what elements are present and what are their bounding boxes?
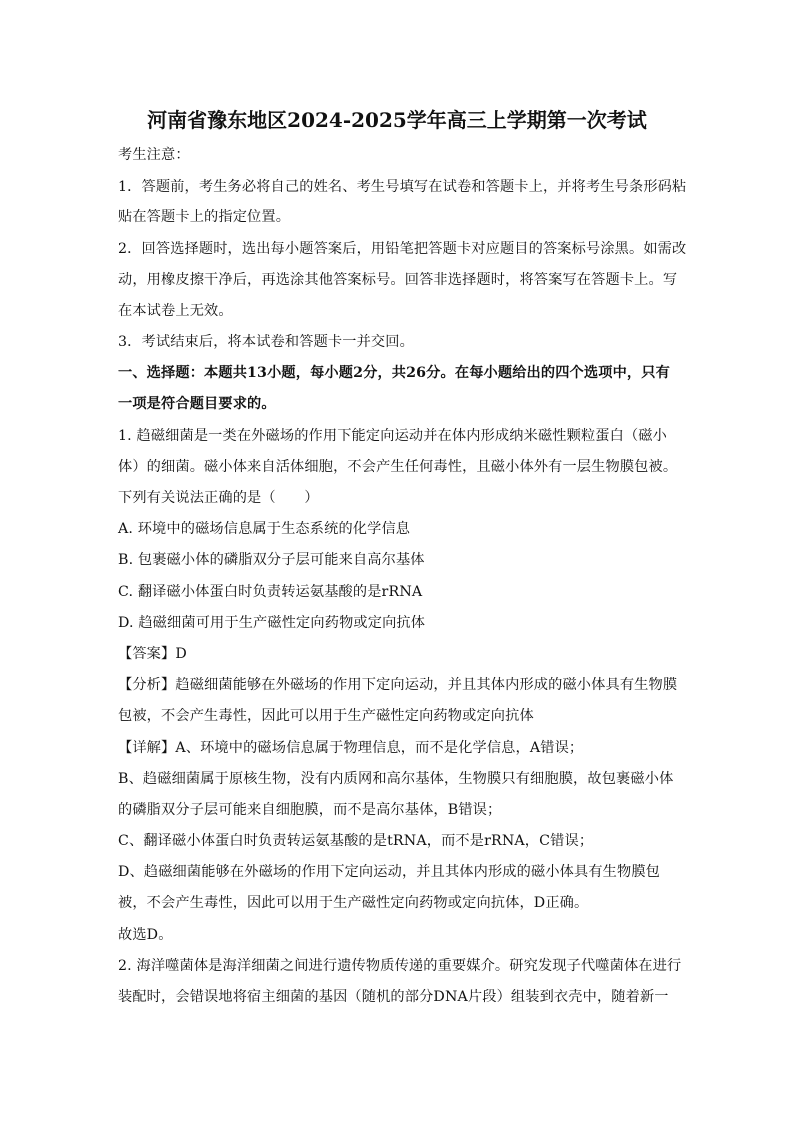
option-c: C. 翻译磁小体蛋白时负责转运氨基酸的是rRNA: [118, 584, 423, 600]
section-heading: 一、选择题：本题共13小题，每小题2分，共26分。在每小题给出的四个选项中，只有: [118, 365, 670, 381]
notice-line: 1．答题前，考生务必将自己的姓名、考生号填写在试卷和答题卡上，并将考生号条形码粘: [118, 179, 687, 195]
detail-line: B、趋磁细菌属于原核生物，没有内质网和高尔基体，生物膜只有细胞膜，故包裹磁小体: [118, 771, 674, 787]
question-stem: 体）的细菌。磁小体来自活体细胞，不会产生任何毒性，且磁小体外有一层生物膜包被。: [118, 459, 678, 475]
notice-heading: 考生注意：: [118, 147, 190, 163]
conclusion-line: 故选D。: [118, 927, 173, 943]
analysis-line: 包被，不会产生毒性，因此可以用于生产磁性定向药物或定向抗体: [118, 708, 534, 724]
question-stem: 下列有关说法正确的是（ ）: [118, 490, 319, 506]
detail-line: C、翻译磁小体蛋白时负责转运氨基酸的是tRNA，而不是rRNA，C错误；: [118, 833, 594, 849]
detail-line: 的磷脂双分子层可能来自细胞膜，而不是高尔基体，B错误；: [118, 802, 502, 818]
option-a: A. 环境中的磁场信息属于生态系统的化学信息: [118, 521, 411, 537]
notice-line: 在本试卷上无效。: [118, 303, 233, 319]
detail-line: 被，不会产生毒性，因此可以用于生产磁性定向药物或定向抗体，D正确。: [118, 895, 589, 911]
exam-title: 河南省豫东地区2024-2025学年高三上学期第一次考试: [147, 108, 647, 132]
question-stem: 2. 海洋噬菌体是海洋细菌之间进行遗传物质传递的重要媒介。研究发现子代噬菌体在进行: [118, 958, 682, 974]
answer-line: 【答案】D: [118, 646, 187, 662]
analysis-line: 【分析】趋磁细菌能够在外磁场的作用下定向运动，并且其体内形成的磁小体具有生物膜: [118, 677, 678, 693]
notice-line: 动，用橡皮擦干净后，再选涂其他答案标号。回答非选择题时，将答案写在答题卡上。写: [118, 272, 678, 288]
section-heading: 一项是符合题目要求的。: [118, 396, 276, 412]
notice-line: 贴在答题卡上的指定位置。: [118, 209, 291, 225]
question-stem: 1. 趋磁细菌是一类在外磁场的作用下能定向运动并在体内形成纳米磁性颗粒蛋白（磁小: [118, 428, 667, 444]
option-d: D. 趋磁细菌可用于生产磁性定向药物或定向抗体: [118, 615, 426, 631]
notice-line: 2．回答选择题时，选出每小题答案后，用铅笔把答题卡对应题目的答案标号涂黑。如需改: [118, 241, 687, 257]
question-stem: 装配时，会错误地将宿主细菌的基因（随机的部分DNA片段）组装到衣壳中，随着新一: [118, 989, 669, 1005]
notice-line: 3．考试结束后，将本试卷和答题卡一并交回。: [118, 334, 414, 350]
detail-line: 【详解】A、环境中的磁场信息属于物理信息，而不是化学信息，A错误；: [118, 740, 584, 756]
detail-line: D、趋磁细菌能够在外磁场的作用下定向运动，并且其体内形成的磁小体具有生物膜包: [118, 864, 661, 880]
option-b: B. 包裹磁小体的磷脂双分子层可能来自高尔基体: [118, 552, 425, 568]
